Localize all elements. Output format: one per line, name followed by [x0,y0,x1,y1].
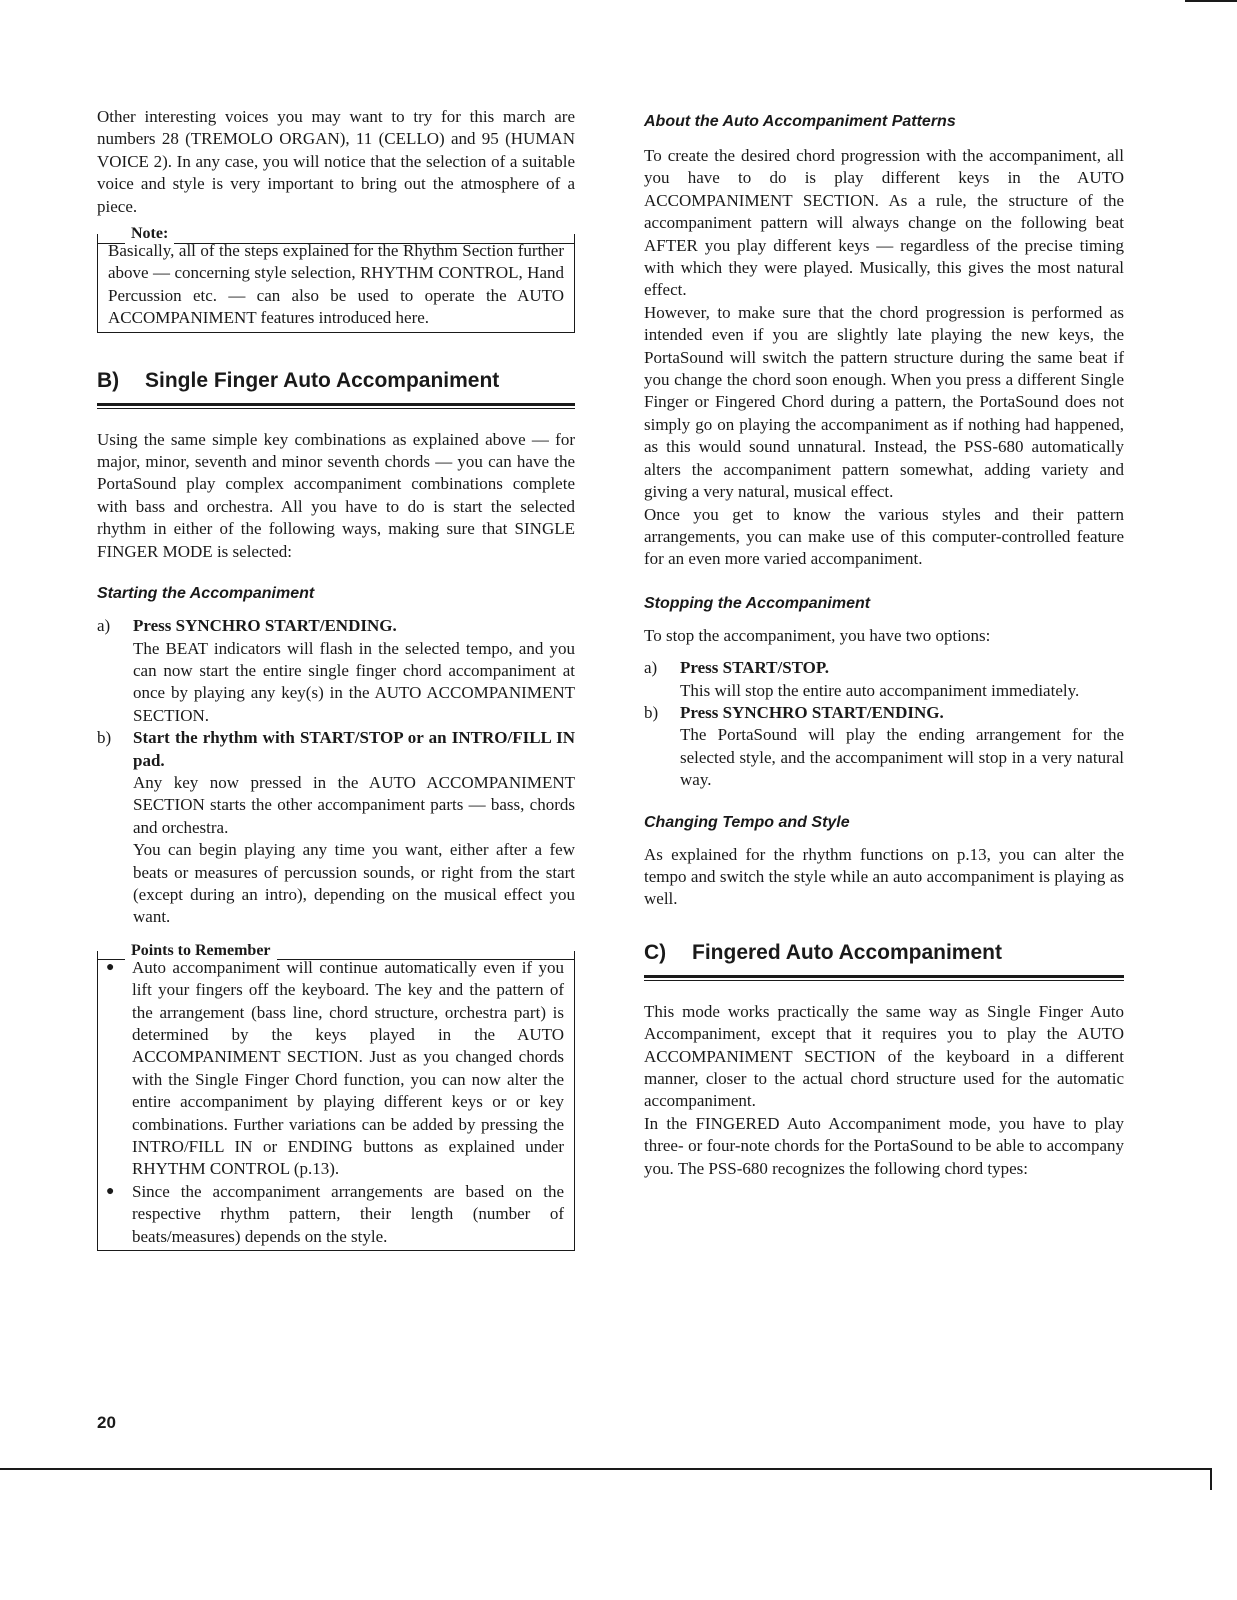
starting-heading: Starting the Accompaniment [97,585,315,603]
points-box [97,941,575,1251]
list-label: Press SYNCHRO START/ENDING. [680,702,944,722]
stopping-intro: To stop the accompaniment, you have two options: [644,625,991,645]
list-text: The PortaSound will play the ending arrangement for the selected style, and the accompaniment will stop in a very natural way. [680,725,1124,790]
stopping-heading: Stopping the Accompaniment [644,594,871,612]
bottom-rule [0,1468,1212,1470]
section-c-paragraph-1: This mode works practically the same way as Single Finger Auto Accompaniment, except that it requires you to play the AUTO ACCOMPANIMENT SECTION of the keyboard in a different manner, closer to the actual chord structure used for the automatic accompaniment. [644,1001,1124,1111]
tempo-heading: Changing Tempo and Style [644,813,850,831]
list-marker: a) [97,616,111,636]
note-text: Basically, all of the steps explained for the Rhythm Section further above — concerning style selection, RHYTHM CONTROL, Hand Percussion etc. — can also be used to operate the AUTO ACCOMPANIMENT features introduced here. [108,241,564,328]
list-text: Any key now pressed in the AUTO ACCOMPANIMENT SECTION starts the other accompaniment parts — bass, chords and orchestra. [133,772,575,837]
left-column [97,106,575,1251]
right-column [644,113,1124,1180]
list-label: Start the rhythm with START/STOP or an INTRO/FILL IN pad. [133,728,575,770]
bullet-dot: ● [106,959,115,975]
tempo-text: As explained for the rhythm functions on p.13, you can alter the tempo and switch the style while an auto accompaniment is playing as well. [644,844,1124,909]
section-b-rule [97,403,575,409]
list-marker: b) [644,702,659,722]
list-text-continued: You can begin playing any time you want, either after a few beats or measures of percussion sounds, or right from the start (except during an intro), depending on the musical effect you want. [133,840,575,927]
note-box-header [97,225,575,252]
list-label: Press SYNCHRO START/ENDING. [133,616,397,636]
bullet-dot: ● [106,1183,115,1199]
patterns-paragraph-2: However, to make sure that the chord progression is performed as intended even if you are slightly late playing the new keys, the PortaSound will switch the pattern structure during the same beat if you change the chord soon enough. When you press a different Single Finger or Fingered Chord during a pattern, the PortaSound does not simply go on playing the accompaniment as if nothing had happened, as this would sound unnatural. Instead, the PSS-680 automatically alters the accompaniment pattern somewhat, adding variety and giving a very natural, musical effect. [644,302,1124,502]
section-c-number: C) [644,940,667,964]
points-box-header [97,941,575,969]
list-item [644,702,1124,792]
points-title: Points to Remember [131,941,271,959]
bullet-text: Auto accompaniment will continue automatically even if you lift your fingers off the keyboard. The key and the pattern of the arrangement (bass line, chord structure, orchestra part) is determined by the keys played in the AUTO ACCOMPANIMENT SECTION. Just as you changed chords with the Single Finger Chord function, you can now alter the entire accompaniment by playing different keys or or key combinations. Further variations can be added by pressing the INTRO/FILL IN or ENDING buttons as explained under RHYTHM CONTROL (p.13). [132,957,564,1179]
bullet-item [106,1181,564,1248]
section-c-title: Fingered Auto Accompaniment [692,940,1002,964]
corner-crop-mark [1185,0,1237,2]
patterns-paragraph-3: Once you get to know the various styles and their pattern arrangements, you can make use of this computer-controlled feature for an even more varied accompaniment. [644,504,1124,569]
note-title: Note: [131,225,169,243]
bottom-rule-end [1210,1468,1212,1490]
list-marker: b) [97,728,112,748]
note-box [97,225,575,333]
section-b-text: Using the same simple key combinations as explained above — for major, minor, seventh and minor seventh chords — you can have the PortaSound play complex accompaniment combinations complete with bass and orchestra. All you have to do is start the selected rhythm in either of the following ways, making sure that SINGLE FINGER MODE is selected: [97,429,575,561]
intro-paragraph: Other interesting voices you may want to try for this march are numbers 28 (TREMOLO ORGAN), 11 (CELLO) and 95 (HUMAN VOICE 2). In any case, you will notice that the selection of a suitable voice and style is very important to bring out the atmosphere of a piece. [97,107,575,216]
starting-list [97,615,575,929]
list-label: Press START/STOP. [680,658,829,678]
section-c-rule [644,975,1124,981]
list-item [97,615,575,727]
bullet-item [106,957,564,1181]
patterns-heading: About the Auto Accompaniment Patterns [644,113,956,130]
section-c-heading [644,941,1124,981]
section-b-heading [97,369,575,409]
patterns-paragraph-1: To create the desired chord progression with the accompaniment, all you have to do is play different keys in the AUTO ACCOMPANIMENT SECTION. As a rule, the structure of the accompaniment pattern will always change on the following beat AFTER you play different keys — regardless of the precise timing with which they were played. Musically, this gives the most natural effect. [644,146,1124,300]
list-item [97,727,575,929]
page-number: 20 [97,1413,116,1432]
list-marker: a) [644,658,658,678]
section-b-title: Single Finger Auto Accompaniment [145,368,500,392]
list-text: The BEAT indicators will flash in the selected tempo, and you can now start the entire single finger chord accompaniment at once by playing any key(s) in the AUTO ACCOMPANIMENT SECTION. [133,638,575,725]
section-b-number: B) [97,368,120,392]
bullet-text: Since the accompaniment arrangements are based on the respective rhythm pattern, their length (number of beats/measures) depends on the style. [132,1181,564,1246]
stopping-list [644,657,1124,791]
list-text: This will stop the entire auto accompaniment immediately. [680,680,1080,700]
list-item [644,657,1124,702]
section-c-paragraph-2: In the FINGERED Auto Accompaniment mode, you have to play three- or four-note chords for the PortaSound to be able to accompany you. The PSS-680 recognizes the following chord types: [644,1113,1124,1178]
